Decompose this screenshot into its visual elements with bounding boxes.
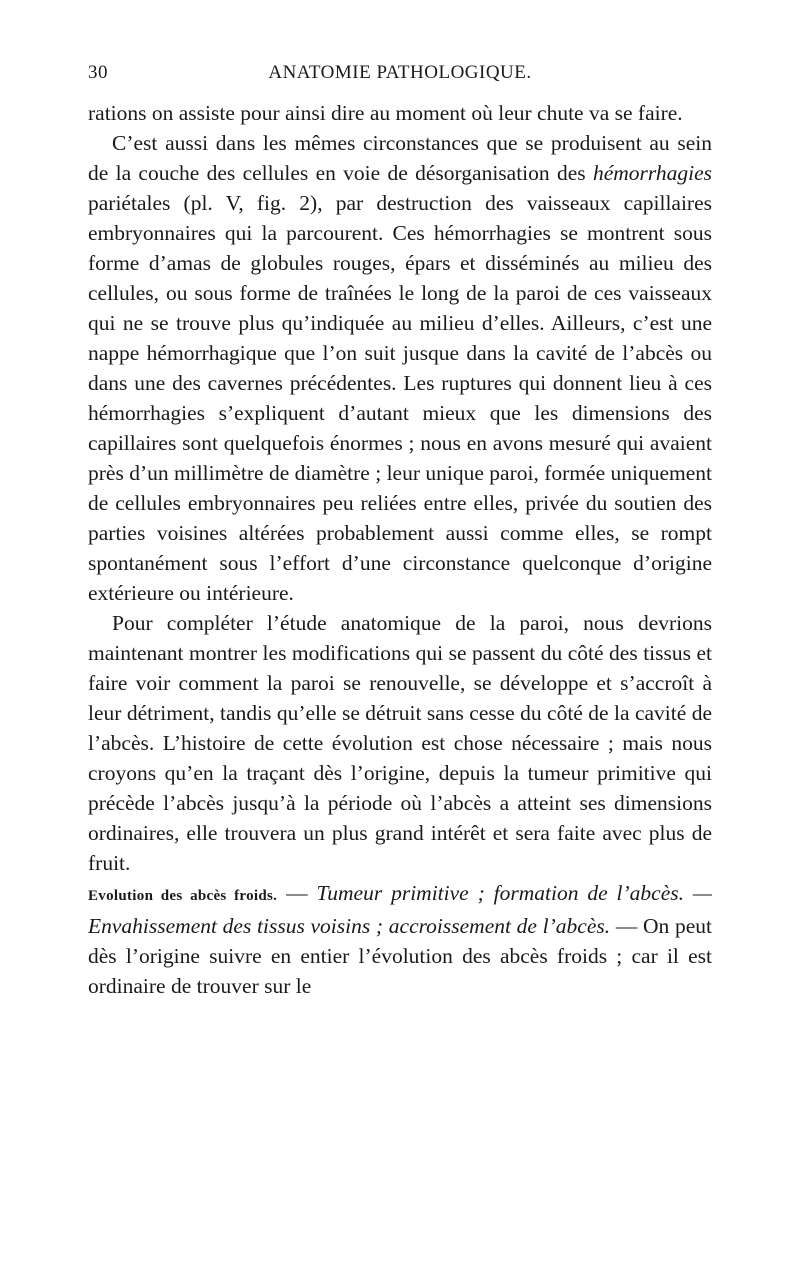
paragraph-3: Pour compléter l’étude anatomique de la paroi, nous devrions maintenant montrer les modifications qui se passent du côté des tissus et faire voir comment la paroi se renouvelle, se développe et s’accroît à leur détriment, tandis qu’elle se détruit sans cesse du côté de la cavité de l’abcès. L’histoire de cette évolution est chose nécessaire ; mais nous croyons qu’en la traçant dès l’origine, depuis la tumeur primitive qui précède l’abcès jusqu’à la période où l’abcès a atteint ses dimensions ordinaires, elle trouvera un plus grand intérêt et sera faite avec plus de fruit. [88, 611, 712, 875]
paragraph-4-text: — On peut dès l’origine suivre en entier l’évolution des abcès froids ; car il est ordinaire de trouver sur le [88, 914, 712, 998]
section-heading: Evolution des abcès froids. [88, 888, 278, 904]
page-header [88, 62, 712, 84]
paragraph-2-italic: hémorrhagies [592, 161, 712, 185]
page-number: 30 [88, 62, 108, 83]
body-text [88, 98, 712, 1001]
paragraph-2-text-a: C’est aussi dans les mêmes circonstances que se produisent au sein de la couche des cellules en voie de désorganisation des [88, 131, 712, 185]
paragraph-4 [88, 878, 712, 1001]
paragraph-2-text-b: pariétales (pl. V, fig. 2), par destruction des vaisseaux capillaires embryonnaires qui la parcourent. Ces hémorrhagies se montrent sous forme d’amas de globules rouges, épars et disséminés au milieu des cellules, ou sous forme de traînées le long de la paroi de ces vaisseaux qui ne se trouve plus qu’indiquée au milieu d’elles. Ailleurs, c’est une nappe hémorrhagique que l’on suit jusque dans la cavité de l’abcès ou dans une des cavernes précédentes. Les ruptures qui donnent lieu à ces hémorrhagies s’expliquent d’autant mieux que les dimensions des capillaires sont quelquefois énormes ; nous en avons mesuré qui avaient près d’un millimètre de diamètre ; leur unique paroi, formée uniquement de cellules embryonnaires peu reliées entre elles, privée du soutien des parties voisines altérées probablement aussi comme elles, se rompt spontanément sous l’effort d’une circonstance quelconque d’origine extérieure ou intérieure. [88, 191, 712, 605]
running-head: ANATOMIE PATHOLOGIQUE. [268, 62, 532, 83]
paragraph-1: rations on assiste pour ainsi dire au moment où leur chute va se faire. [88, 101, 683, 125]
paragraph-4-italic: Tumeur primitive ; formation de l’abcès. — Envahissement des tissus voisins ; accroissement de l’abcès. [88, 881, 712, 938]
paragraph-2 [88, 128, 712, 608]
paragraph-4-dash: — [277, 881, 317, 905]
